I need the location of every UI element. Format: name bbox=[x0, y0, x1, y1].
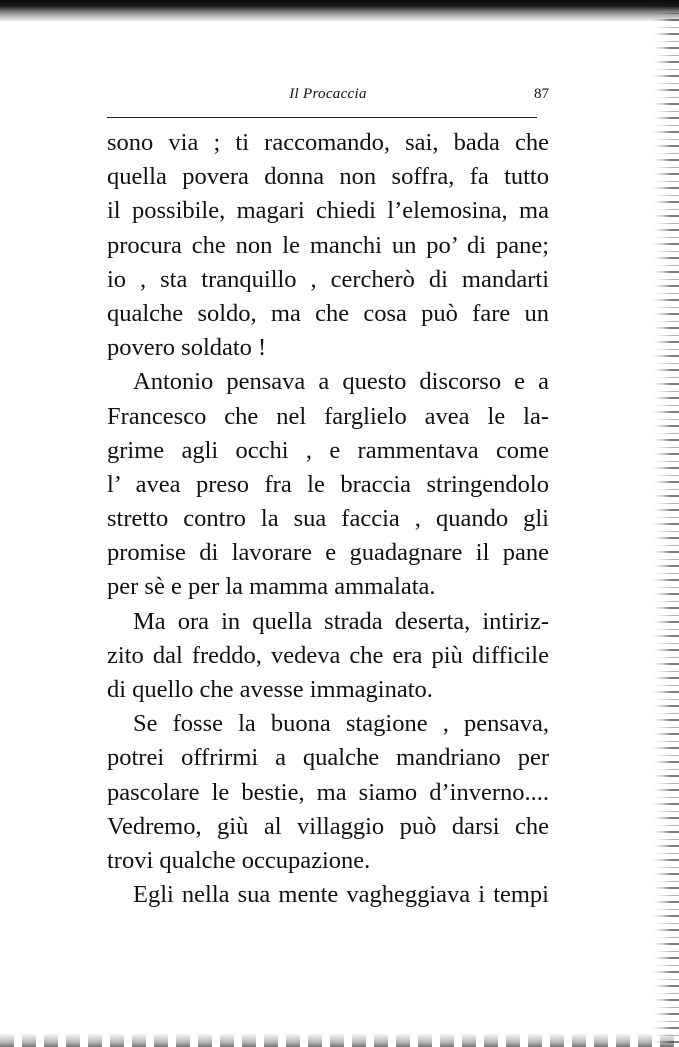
text-line: grime agli occhi , e rammentava come bbox=[107, 436, 549, 464]
text-line: Vedremo, giù al villaggio può darsi che bbox=[107, 812, 549, 840]
page-number: 87 bbox=[534, 86, 549, 102]
text-line: zito dal freddo, vedeva che era più difficile bbox=[107, 641, 549, 669]
text-line: qualche soldo, ma che cosa può fare un bbox=[107, 299, 549, 327]
paragraph-start-line: Se fosse la buona stagione , pensava, bbox=[133, 710, 549, 738]
scan-edge-top bbox=[0, 0, 679, 22]
text-line: potrei offrirmi a qualche mandriano per bbox=[107, 744, 549, 772]
text-line: il possibile, magari chiedi l’elemosina, ma bbox=[107, 197, 549, 225]
text-line: io , sta tranquillo , cercherò di mandarti bbox=[107, 265, 549, 293]
text-line: promise di lavorare e guadagnare il pane bbox=[107, 539, 549, 567]
text-line: quella povera donna non soffra, fa tutto bbox=[107, 163, 549, 191]
paragraph-start-line: Antonio pensava a questo discorso e a bbox=[133, 368, 549, 396]
paragraph-end-line: povero soldato ! bbox=[107, 334, 267, 362]
text-line: Francesco che nel farglielo avea le la- bbox=[107, 402, 549, 430]
paragraph-end-line: per sè e per la mamma ammalata. bbox=[107, 573, 436, 601]
paragraph-end-line: trovi qualche occupazione. bbox=[107, 846, 371, 874]
text-line: sono via ; ti raccomando, sai, bada che bbox=[107, 129, 549, 156]
running-title: Il Procaccia bbox=[289, 86, 367, 102]
paragraph-start-line: Egli nella sua mente vagheggiava i tempi bbox=[133, 881, 549, 909]
scan-edge-bottom bbox=[0, 1033, 679, 1047]
paragraph-end-line: di quello che avesse immaginato. bbox=[107, 676, 433, 703]
paragraph-start-line: Ma ora in quella strada deserta, intiriz- bbox=[133, 607, 549, 635]
body-text bbox=[107, 126, 549, 912]
text-line: procura che non le manchi un po’ di pane; bbox=[107, 231, 549, 259]
text-line: l’ avea preso fra le braccia stringendolo bbox=[107, 470, 549, 498]
scan-edge-right bbox=[653, 0, 679, 1047]
header-rule bbox=[107, 117, 537, 118]
running-head bbox=[107, 86, 549, 112]
text-line: pascolare le bestie, ma siamo d’inverno.... bbox=[107, 778, 549, 806]
text-line: stretto contro la sua faccia , quando gli bbox=[107, 505, 549, 533]
